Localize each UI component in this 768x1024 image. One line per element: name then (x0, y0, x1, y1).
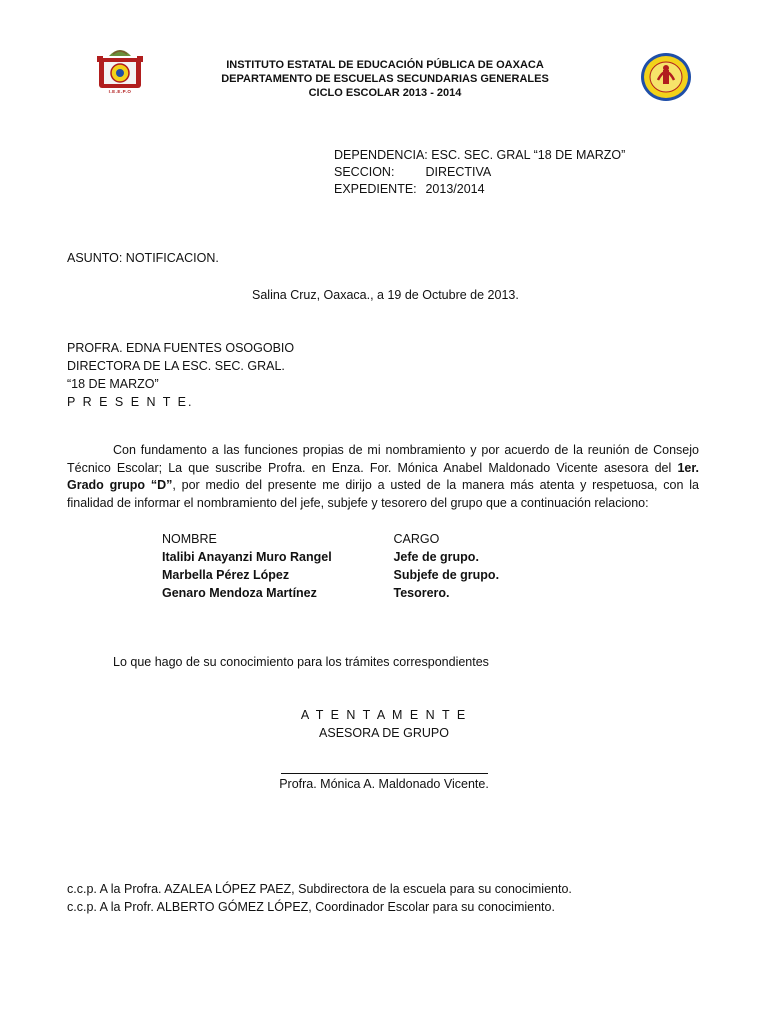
signature-header (250, 706, 518, 742)
asunto-line: ASUNTO: NOTIFICACION. (67, 251, 219, 265)
officer-role: Jefe de grupo. (393, 550, 479, 564)
document-header (150, 58, 620, 100)
recipient-title: DIRECTORA DE LA ESC. SEC. GRAL. (67, 359, 285, 373)
dependencia-value: ESC. SEC. GRAL “18 DE MARZO” (431, 148, 626, 162)
school-seal-icon (640, 52, 692, 102)
seccion-row (334, 164, 625, 181)
body-part-2: , por medio del presente me dirijo a usted de la manera más atenta y respetuosa, con la finalidad de informar el nombramiento del jefe, subjefe y tesorero del grupo que a continuación relaciono: (67, 478, 699, 510)
officer-name: Marbella Pérez López (162, 568, 290, 582)
column-header-nombre: NOMBRE (162, 532, 217, 546)
table-row (162, 584, 499, 602)
dependencia-row (334, 147, 625, 164)
table-header-row (162, 530, 499, 548)
officer-role: Tesorero. (393, 586, 450, 600)
body-bold-group: 1er. Grado grupo “D” (67, 460, 699, 492)
officer-role: Subjefe de grupo. (393, 568, 500, 582)
expediente-value: 2013/2014 (425, 182, 485, 196)
officer-name: Genaro Mendoza Martínez (162, 586, 317, 600)
officer-name: Italibi Anayanzi Muro Rangel (162, 550, 332, 564)
ieepo-emblem-icon (95, 44, 145, 90)
seccion-label: SECCION: (334, 165, 395, 179)
ieepo-logo (95, 44, 145, 100)
header-line-3: CICLO ESCOLAR 2013 - 2014 (308, 87, 462, 99)
table-row (162, 548, 499, 566)
column-header-cargo: CARGO (393, 532, 440, 546)
recipient-school: “18 DE MARZO” (67, 377, 159, 391)
seccion-value: DIRECTIVA (425, 165, 492, 179)
ieepo-logo-caption: I.E.E.P.O (108, 89, 132, 94)
recipient-presente: P R E S E N T E. (67, 395, 194, 409)
recipient-block (67, 339, 294, 411)
ccp-line: c.c.p. A la Profra. AZALEA LÓPEZ PAEZ, Subdirectora de la escuela para su conocimiento. (67, 882, 572, 896)
dependencia-label: DEPENDENCIA: (334, 148, 428, 162)
signature-line (281, 773, 488, 774)
table-row (162, 566, 499, 584)
body-part-1: Con fundamento a las funciones propias de mi nombramiento y por acuerdo de la reunión de Consejo Técnico Escolar; La que suscribe Profra. en Enza. For. Mónica Anabel Maldonado Vicente asesora del (67, 443, 699, 475)
header-line-1: INSTITUTO ESTATAL DE EDUCACIÓN PÚBLICA DE OAXACA (226, 59, 544, 71)
ccp-block (67, 880, 572, 916)
expediente-row (334, 181, 625, 198)
closing-line: Lo que hago de su conocimiento para los trámites correspondientes (113, 655, 489, 669)
atentamente-text: A T E N T A M E N T E (300, 708, 468, 722)
signature-name: Profra. Mónica A. Maldonado Vicente. (279, 777, 489, 791)
dependency-block (334, 147, 625, 198)
school-seal-logo (640, 52, 692, 102)
recipient-name: PROFRA. EDNA FUENTES OSOGOBIO (67, 341, 295, 355)
header-line-2: DEPARTAMENTO DE ESCUELAS SECUNDARIAS GENERALES (221, 73, 549, 85)
date-line: Salina Cruz, Oaxaca., a 19 de Octubre de 2013. (252, 288, 519, 302)
ccp-line: c.c.p. A la Profr. ALBERTO GÓMEZ LÓPEZ, Coordinador Escolar para su conocimiento. (67, 900, 555, 914)
body-paragraph (67, 442, 699, 512)
group-officers-table (162, 530, 499, 602)
signature-role: ASESORA DE GRUPO (319, 726, 449, 740)
expediente-label: EXPEDIENTE: (334, 182, 417, 196)
